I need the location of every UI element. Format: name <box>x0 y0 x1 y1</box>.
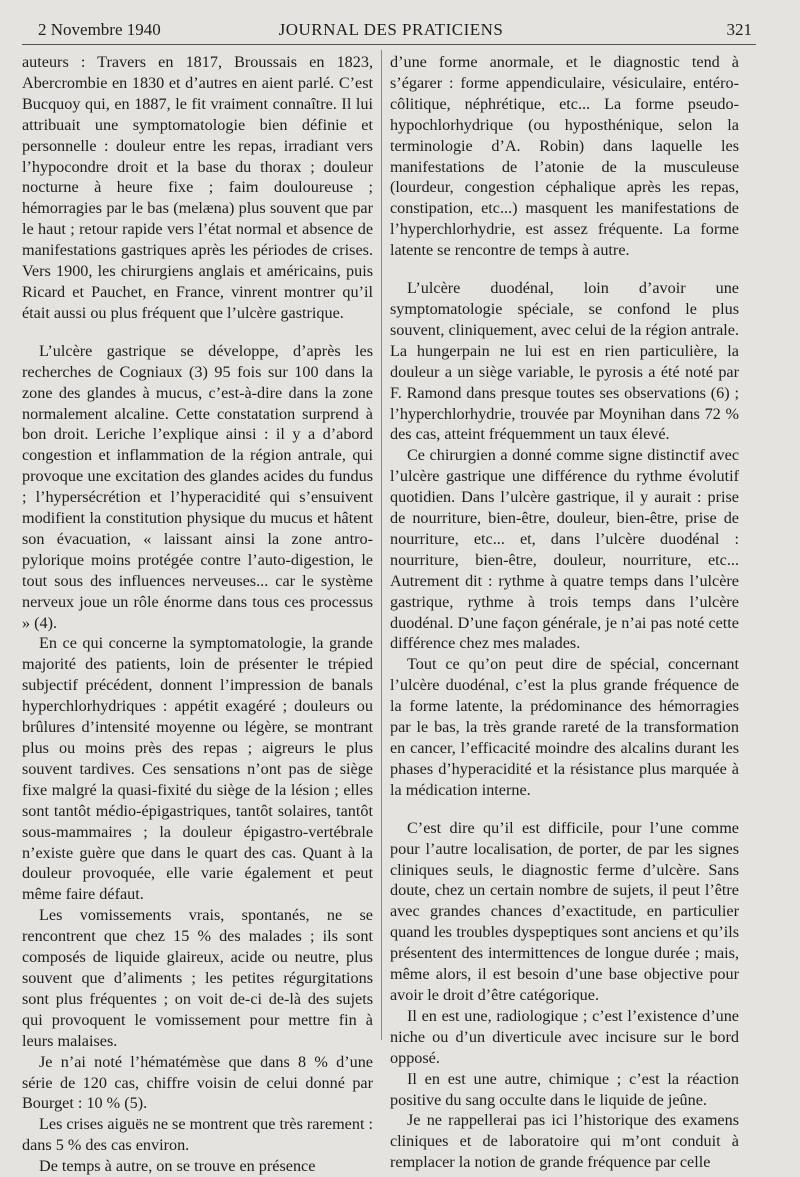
column-separator <box>381 50 382 1040</box>
paragraph: Les crises aiguës ne se montrent que très rarement : dans 5 % des cas environ. <box>22 1115 373 1155</box>
journal-title: JOURNAL DES PRATICIENS <box>278 20 504 39</box>
paragraph: Les vomissements vrais, spontanés, ne se rencontrent que chez 15 % des malades ; ils sont composés de liquide glaireux, acide ou neutre, plus souvent que d’aliments ; les petites régurgitations sont plus fréquentes ; on voit de-ci de-là des sujets qui provoquent le vomissement pour mettre fin à leurs malaises. <box>22 906 373 1050</box>
page-number: 321 <box>726 20 752 39</box>
left-column <box>22 52 373 1177</box>
right-column <box>390 52 739 1173</box>
paragraph: C’est dire qu’il est difficile, pour l’une comme pour l’autre localisation, de porter, de par les signes cliniques seuls, le diagnostic ferme d’ulcère. Sans doute, chez un certain nombre de sujets, il peut l’être avec grandes chances d’exactitude, en particulier quand les troubles dyspeptiques sont anciens et qu’ils présentent des intermittences de longue durée ; mais, même alors, il est besoin d’une base objective pour avoir le droit d’être catégorique. <box>390 818 739 1004</box>
paragraph: En ce qui concerne la symptomatologie, la grande majorité des patients, loin de présenter le trépied subjectif précédent, donnent l’impression de banals hyperchlorhydriques : appétit exagéré ; douleurs ou brûlures d’intensité moyenne ou légère, se montrant plus ou moins près des repas ; aigreurs le plus souvent tardives. Ces sensations n’ont pas de siège fixe malgré la quasi-fixité du siège de la lésion ; elles sont tantôt médio-épigastriques, tantôt solaires, tantôt sous-mammaires ; la douleur épigastro-vertébrale n’existe guère que dans le quart des cas. Quant à la douleur provoquée, elle varie également et peut même faire défaut. <box>22 634 373 904</box>
paragraph: Il en est une autre, chimique ; c’est la réaction positive du sang occulte dans le liquide de jeûne. <box>390 1069 739 1109</box>
paragraph: Ce chirurgien a donné comme signe distinctif avec l’ulcère gastrique une différence du rythme évolutif quotidien. Dans l’ulcère gastrique, il y aurait : prise de nourriture, bien-être, douleur, bien-être, prise de nourriture, etc... et, dans l’ulcère duodénal : nourriture, bien-être, douleur, nourriture, etc... Autrement dit : rythme à quatre temps dans l’ulcère gastrique, rythme à trois temps dans l’ulcère duodénal. D’une façon générale, je n’ai pas noté cette différence chez mes malades. <box>390 446 739 653</box>
paragraph: Tout ce qu’on peut dire de spécial, concernant l’ulcère duodénal, c’est la plus grande fréquence de la forme latente, la prédominance des hémorragies par le bas, la très grande rareté de la transformation en cancer, l’efficacité moindre des alcalins durant les phases d’hyperacidité et la résistance plus marquée à la médication interne. <box>390 655 739 799</box>
paragraph: d’une forme anormale, et le diagnostic tend à s’égarer : forme appendiculaire, vésiculaire, entéro-côlitique, néphrétique, etc... La forme pseudo-hypochlorhydrique (ou hyposthénique, selon la terminologie d’A. Robin) dans laquelle les manifestations de l’atonie de la musculeuse (lourdeur, congestion céphalique après les repas, constipation, etc...) masquent les manifestations de l’hyperchlorhydrie, est assez fréquente. La forme latente se rencontre de temps à autre. <box>390 53 739 260</box>
paragraph: Je ne rappellerai pas ici l’historique des examens cliniques et de laboratoire qui m’ont conduit à remplacer la notion de grande fréquence par celle <box>390 1111 739 1172</box>
paragraph: Je n’ai noté l’hématémèse que dans 8 % d’une série de 120 cas, chiffre voisin de celui donné par Bourget : 10 % (5). <box>22 1052 373 1113</box>
header-rule <box>22 44 756 45</box>
issue-date: 2 Novembre 1940 <box>38 20 161 39</box>
paragraph: auteurs : Travers en 1817, Broussais en 1823, Abercrombie en 1830 et d’autres en aient parlé. C’est Bucquoy qui, en 1887, le fit vraiment connaître. Il lui attribuait une symptomatologie bien définie et personnelle : douleur entre les repas, irradiant vers l’hypocondre droit et la base du thorax ; douleur nocturne à heure fixe ; faim douloureuse ; hémorragies par le bas (melæna) plus souvent que par le haut ; retour rapide vers l’état normal et absence de manifestations gastriques après les périodes de crises. Vers 1900, les chirurgiens anglais et américains, puis Ricard et Pauchet, en France, vinrent montrer qu’il était aussi ou plus fréquent que l’ulcère gastrique. <box>22 53 373 322</box>
running-header <box>30 18 752 42</box>
paragraph: L’ulcère gastrique se développe, d’après les recherches de Cogniaux (3) 95 fois sur 100 dans la zone des glandes à mucus, c’est-à-dire dans la zone normalement alcaline. Cette constatation surprend à bon droit. Leriche l’explique ainsi : il y a d’abord congestion et inflammation de la région antrale, qui provoque une excitation des glandes acides du fundus ; l’hypersécrétion et l’hyperacidité qui s’ensuivent modifient la constitution physique du mucus et hâtent son évacuation, « laissant ainsi la zone antro-pylorique moins protégée contre l’auto-digestion, le tout sous des influences nerveuses... car le système nerveux joue un rôle énorme dans tous ces processus » (4). <box>22 341 373 632</box>
paragraph: Il en est une, radiologique ; c’est l’existence d’une niche ou d’un diverticule avec incisure sur le bord opposé. <box>390 1006 739 1067</box>
paragraph: De temps à autre, on se trouve en présence <box>39 1157 316 1176</box>
paragraph: L’ulcère duodénal, loin d’avoir une symptomatologie spéciale, se confond le plus souvent, cliniquement, avec celui de la région antrale. La hungerpain ne lui est en rien particulière, la douleur a un siège variable, le pyrosis a été noté par F. Ramond dans presque toutes ses observations (6) ; l’hyperchlorhydrie, trouvée par Moynihan dans 72 % des cas, atteint fréquemment un taux élevé. <box>390 279 739 444</box>
